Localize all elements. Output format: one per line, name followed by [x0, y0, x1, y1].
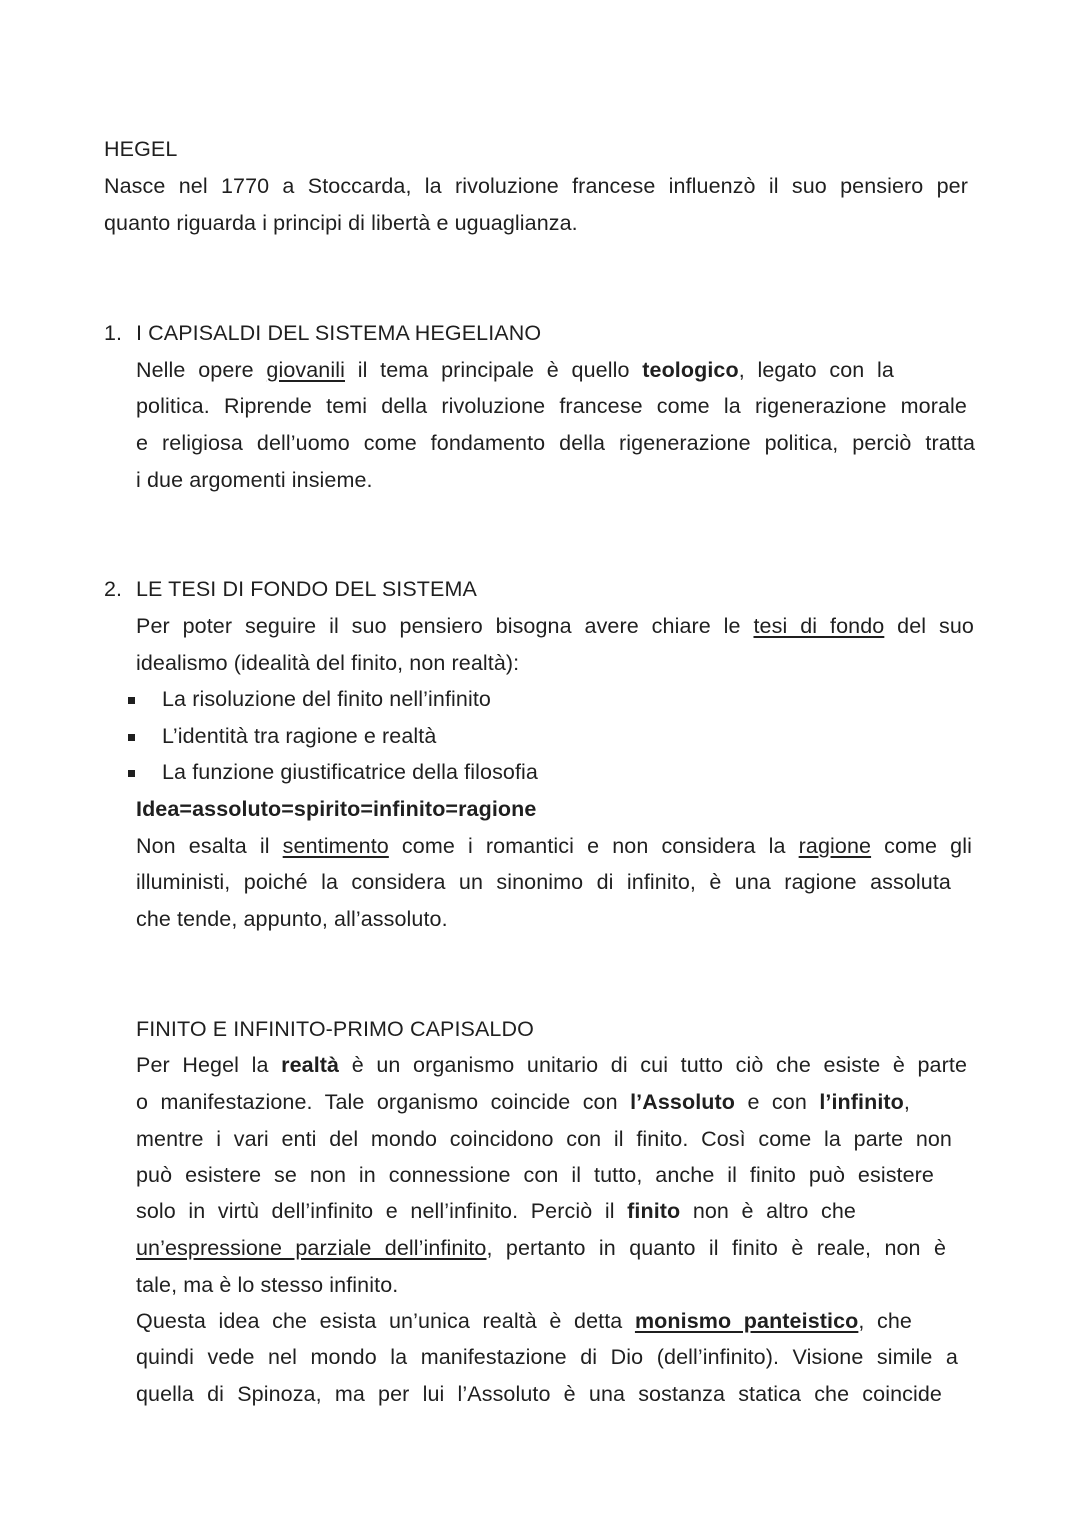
intro-line-2: quanto riguarda i principi di libertà e uguaglianza. [104, 211, 578, 235]
section-2-number: 2. [104, 577, 122, 601]
section-3-line-7: tale, ma è lo stesso infinito. [136, 1273, 399, 1297]
section-3-line-3: mentre i vari enti del mondo coincidono con il finito. Così come la parte non [136, 1127, 952, 1151]
bullet-item-1: La risoluzione del finito nell’infinito [162, 687, 491, 711]
section-3-line-8: Questa idea che esista un’unica realtà è detta monismo panteistico, che [136, 1309, 912, 1333]
underlined-term: sentimento [282, 834, 389, 858]
section-1-line-4: i due argomenti insieme. [136, 468, 373, 492]
section-3-line-10: quella di Spinoza, ma per lui l’Assoluto è una sostanza statica che coincide [136, 1382, 942, 1406]
intro-line-1: Nasce nel 1770 a Stoccarda, la rivoluzione francese influenzò il suo pensiero per [104, 174, 968, 198]
section-3-line-1: Per Hegel la realtà è un organismo unitario di cui tutto ciò che esiste è parte [136, 1053, 967, 1077]
section-3-line-6: un’espressione parziale dell’infinito, pertanto in quanto il finito è reale, non è [136, 1236, 947, 1260]
section-1-line-3: e religiosa dell’uomo come fondamento della rigenerazione politica, perciò tratta [136, 431, 975, 455]
bold-term: l’infinito [819, 1090, 904, 1114]
section-2-line-1: Per poter seguire il suo pensiero bisogna avere chiare le tesi di fondo del suo [136, 614, 974, 638]
section-1-number: 1. [104, 321, 122, 345]
section-2-line-2: idealismo (idealità del finito, non realtà): [136, 651, 520, 675]
section-3-line-2: o manifestazione. Tale organismo coincide con l’Assoluto e con l’infinito, [136, 1090, 910, 1114]
section-3-line-4: può esistere se non in connessione con il tutto, anche il finito può esistere [136, 1163, 934, 1187]
bold-term: l’Assoluto [630, 1090, 736, 1114]
bold-term: teologico [642, 358, 739, 382]
section-3-line-5: solo in virtù dell’infinito e nell’infinito. Perciò il finito non è altro che [136, 1199, 856, 1223]
bold-term: finito [627, 1199, 681, 1223]
document-title: HEGEL [104, 137, 178, 161]
section-2-heading: LE TESI DI FONDO DEL SISTEMA [136, 577, 477, 601]
bullet-item-2: L’identità tra ragione e realtà [162, 724, 437, 748]
bold-underlined-term: monismo panteistico [634, 1309, 859, 1333]
underlined-term: un’espressione parziale dell’infinito [136, 1236, 487, 1260]
section-1-line-1: Nelle opere giovanili il tema principale è quello teologico, legato con la [136, 358, 894, 382]
bold-term: realtà [281, 1053, 340, 1077]
bullet-marker [128, 734, 135, 741]
section-2-paragraph-line-1: Non esalta il sentimento come i romantici e non considera la ragione come gli [136, 834, 972, 858]
section-3-line-9: quindi vede nel mondo la manifestazione di Dio (dell’infinito). Visione simile a [136, 1345, 958, 1369]
bullet-item-3: La funzione giustificatrice della filosofia [162, 760, 538, 784]
section-2-paragraph-line-3: che tende, appunto, all’assoluto. [136, 907, 448, 931]
bullet-marker [128, 770, 135, 777]
section-2-paragraph-line-2: illuministi, poiché la considera un sinonimo di infinito, è una ragione assoluta [136, 870, 951, 894]
section-3-heading: FINITO E INFINITO-PRIMO CAPISALDO [136, 1017, 534, 1041]
underlined-term: ragione [798, 834, 872, 858]
bullet-marker [128, 697, 135, 704]
section-1-line-2: politica. Riprende temi della rivoluzione francese come la rigenerazione morale [136, 394, 967, 418]
underlined-term: giovanili [266, 358, 345, 382]
section-1-heading: I CAPISALDI DEL SISTEMA HEGELIANO [136, 321, 542, 345]
underlined-term: tesi di fondo [753, 614, 885, 638]
equation-line: Idea=assoluto=spirito=infinito=ragione [136, 797, 537, 821]
